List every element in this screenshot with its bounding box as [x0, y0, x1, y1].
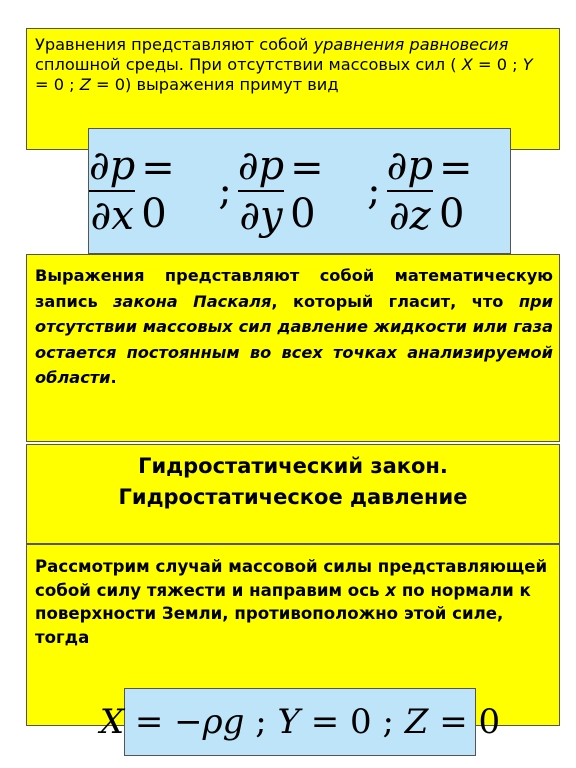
intro-text-1: Уравнения представляют собой — [35, 35, 314, 54]
var-y: Y — [277, 702, 300, 742]
denominator: ∂z — [388, 193, 431, 239]
gravity-text-1: Рассмотрим случай массовой силы представляющей собой силу тяжести и направим ось — [35, 557, 548, 600]
numerator: ∂p — [89, 143, 136, 189]
heading-line-2: Гидростатическое давление — [118, 485, 468, 509]
pascal-paragraph — [35, 263, 553, 391]
intro-paragraph — [35, 35, 551, 95]
var-z: Z — [79, 75, 91, 94]
gravity-equations — [99, 688, 501, 756]
axis-x: x — [385, 580, 397, 600]
fraction-dp-dz — [387, 144, 433, 238]
pascal-law-statement: при отсутствии массовых сил давление жидкости или газа остается постоянным во всех точках анализируемой области — [35, 291, 553, 387]
numerator: ∂p — [386, 143, 433, 189]
equals-zero: = 0 — [438, 145, 473, 237]
denominator: ∂y — [239, 193, 283, 239]
var-y: Y — [522, 55, 533, 74]
equation-row — [89, 144, 510, 238]
fraction-bar — [89, 190, 135, 192]
eq-z: = 0 — [90, 75, 126, 94]
fraction-dp-dy — [238, 144, 284, 238]
rho-g: ρg — [202, 702, 245, 742]
pascal-text-2: , который гласит, что — [271, 291, 519, 311]
pascal-text-3: . — [110, 368, 117, 387]
separator: ; — [244, 702, 278, 742]
var-z: Z — [404, 702, 429, 742]
fraction-dp-dx — [89, 144, 135, 238]
separator: ; — [367, 168, 381, 214]
numerator: ∂p — [237, 143, 285, 189]
fraction-bar — [238, 190, 284, 192]
var-x: X — [461, 55, 473, 74]
fraction-bar — [387, 190, 433, 192]
gravity-text-2: по нормали к поверхности Земли, противоположно этой силе, — [35, 580, 531, 623]
eq-x: = 0 ; — [472, 55, 523, 74]
pascal-text-1: Выражения представляют собой математическую запись — [35, 266, 553, 311]
equals-zero: = 0 — [290, 145, 324, 237]
var-x: X — [99, 702, 125, 742]
equals-zero: = 0 — [141, 145, 175, 237]
gravity-paragraph — [35, 555, 551, 649]
x-rhs: = − — [124, 702, 203, 742]
intro-text-2: сплошной среды. При отсутствии массовых сил ( — [35, 55, 462, 74]
intro-text-3: ) выражения примут вид — [125, 75, 339, 94]
gravity-equation-row — [100, 702, 500, 742]
separator: ; — [218, 168, 232, 214]
equilibrium-equations — [88, 128, 511, 254]
eq-y: = 0 ; — [35, 75, 80, 94]
pascal-law-term: закона Паскаля — [113, 291, 272, 311]
section-heading-box — [26, 444, 560, 544]
separator: ; — [371, 702, 405, 742]
z-rhs: = 0 — [428, 702, 501, 742]
intro-italic-term: уравнения равновесия — [313, 35, 509, 54]
denominator: ∂x — [90, 193, 134, 239]
heading-line-1: Гидростатический закон. — [138, 454, 448, 478]
y-rhs: = 0 — [299, 702, 372, 742]
pascal-law-box — [26, 254, 560, 442]
gravity-text-3: тогда — [35, 627, 90, 647]
